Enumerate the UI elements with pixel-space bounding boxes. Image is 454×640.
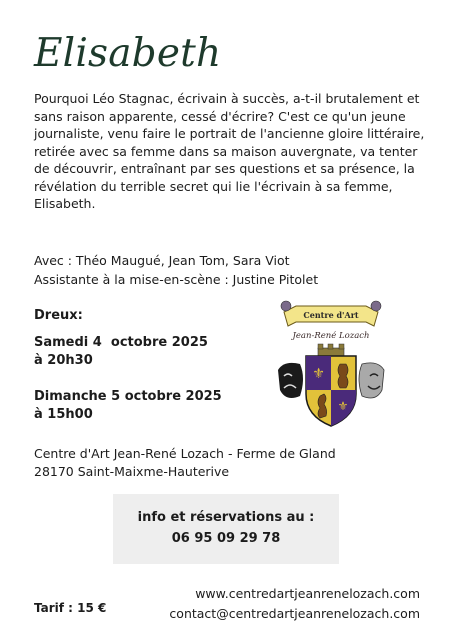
venue-address bbox=[34, 445, 336, 481]
date-day: Samedi 4 octobre 2025 bbox=[34, 335, 208, 350]
shield-icon bbox=[306, 356, 356, 426]
date-time: à 15h00 bbox=[34, 407, 93, 422]
venue-line1: Centre d'Art Jean-René Lozach - Ferme de Gland bbox=[34, 446, 336, 461]
logo-banner-text: Centre d'Art bbox=[303, 310, 359, 320]
date-time: à 20h30 bbox=[34, 353, 93, 368]
date-day: Dimanche 5 octobre 2025 bbox=[34, 389, 222, 404]
website-link[interactable]: www.centredartjeanrenelozach.com bbox=[195, 586, 420, 601]
page-title: Elisabeth bbox=[34, 31, 222, 76]
svg-text:⚜: ⚜ bbox=[337, 399, 349, 413]
venue-line2: 28170 Saint-Maixme-Hauterive bbox=[34, 464, 230, 479]
date-block-1 bbox=[34, 334, 208, 370]
price-label: Tarif : 15 € bbox=[34, 601, 107, 615]
reservation-label: info et réservations au : bbox=[137, 510, 315, 525]
date-block-2 bbox=[34, 388, 222, 424]
centre-art-logo bbox=[276, 298, 386, 432]
reservation-phone: 06 95 09 29 78 bbox=[171, 531, 281, 546]
logo-crown bbox=[318, 344, 344, 356]
contact-links bbox=[169, 584, 420, 624]
cast-actors: Avec : Théo Maugué, Jean Tom, Sara Viot bbox=[34, 253, 290, 268]
synopsis-text: Pourquoi Léo Stagnac, écrivain à succès, a-t-il brutalement et sans raison apparente, cessé d'écrire? C'est ce qu'un jeune journaliste, venu faire le portrait de l'ancienne gloire littéraire, retirée avec sa femme dans sa maison auvergnate, va tenter de découvrir, entraînant par ses questions et sa présence, la révélation du terrible secret qui lie l'écrivain à sa femme, Elisabeth. bbox=[34, 91, 425, 211]
logo-banner bbox=[281, 301, 381, 326]
cast-block bbox=[34, 251, 434, 289]
cast-assistant: Assistante à la mise-en-scène : Justine Pitolet bbox=[34, 272, 319, 287]
svg-text:⚜: ⚜ bbox=[312, 366, 325, 382]
email-link[interactable]: contact@centredartjeanrenelozach.com bbox=[169, 606, 420, 621]
city-heading: Dreux: bbox=[34, 308, 83, 323]
reservation-box bbox=[113, 494, 339, 564]
logo-script-text: Jean-René Lozach bbox=[292, 331, 370, 341]
